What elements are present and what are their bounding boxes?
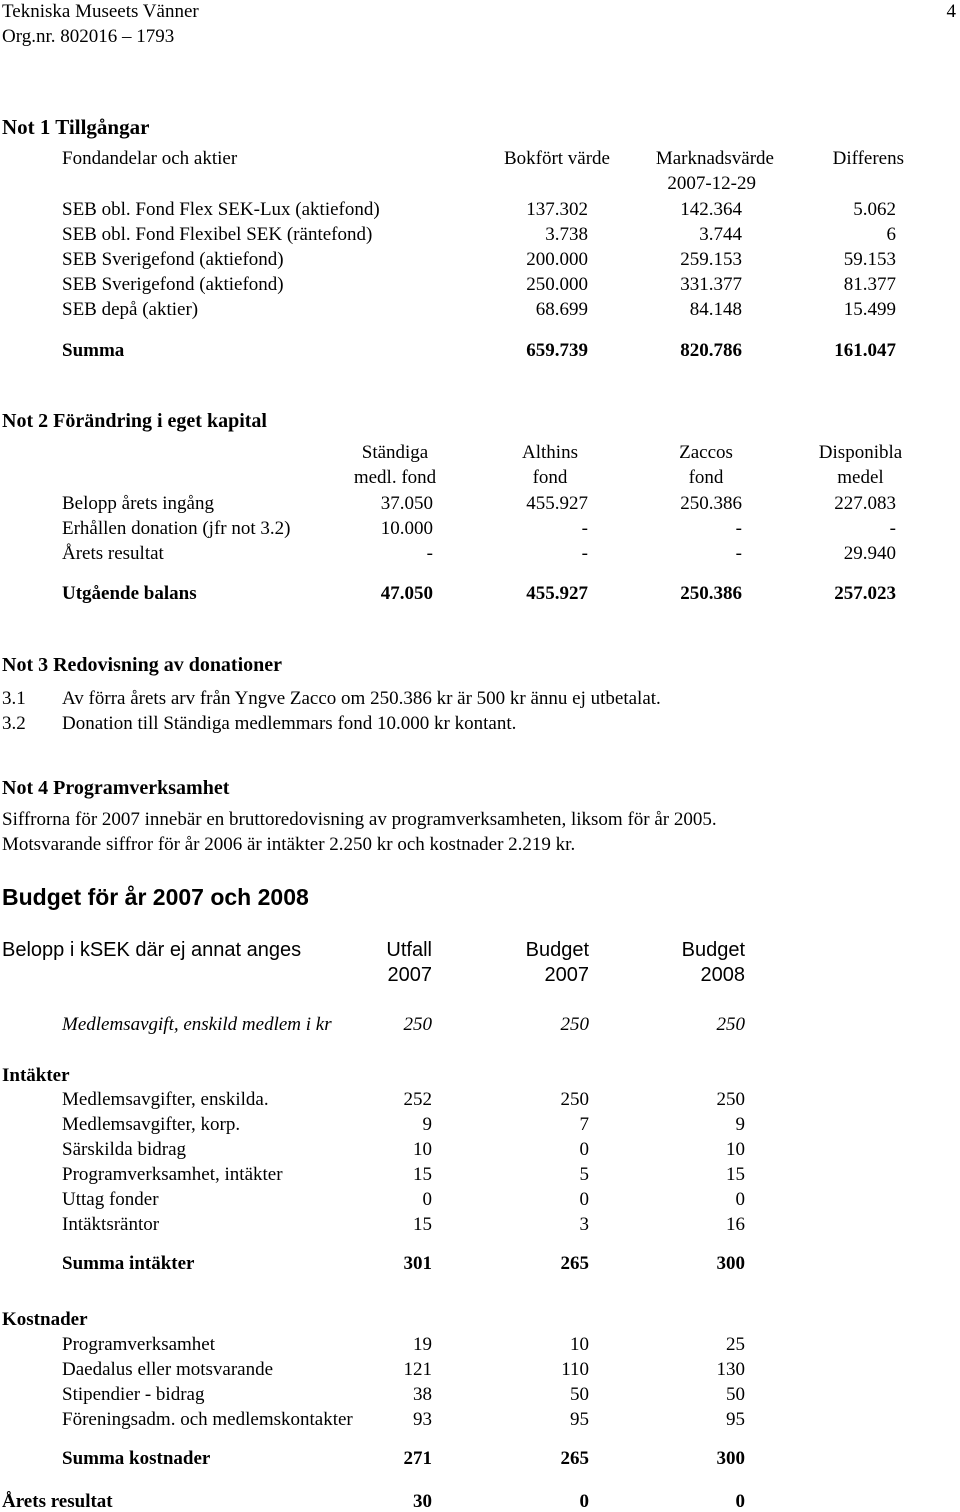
- not2-cell: 29.940: [843, 543, 896, 564]
- not1-row-diff: 81.377: [843, 274, 896, 295]
- org-name: Tekniska Museets Vänner: [2, 1, 199, 22]
- not3-item-number: 3.1: [2, 688, 26, 709]
- budget-cell: 250: [716, 1014, 745, 1035]
- budget-title: Budget för år 2007 och 2008: [2, 884, 309, 910]
- costs-sum-label: Summa kostnader: [62, 1448, 211, 1469]
- not2-row-label: Årets resultat: [62, 543, 164, 564]
- budget-cell: 10: [570, 1334, 589, 1355]
- result-label: Årets resultat: [2, 1491, 113, 1512]
- income-section-title: Intäkter: [2, 1065, 70, 1086]
- not1-row-label: SEB Sverigefond (aktiefond): [62, 249, 284, 270]
- not1-row-label: SEB depå (aktier): [62, 299, 199, 320]
- budget-cell: 0: [735, 1491, 745, 1512]
- budget-cell: 121: [403, 1359, 432, 1380]
- budget-cell: 50: [570, 1384, 589, 1405]
- budget-col-l1: Utfall: [386, 939, 432, 961]
- budget-cell: 252: [403, 1089, 432, 1110]
- not2-cell: 10.000: [380, 518, 433, 539]
- not1-sum-diff: 161.047: [834, 340, 896, 361]
- budget-row-label: Stipendier - bidrag: [62, 1384, 205, 1405]
- not2-col-l1: Disponibla: [818, 442, 903, 463]
- not2-cell: -: [735, 518, 742, 539]
- not3-item-text: Donation till Ständiga medlemmars fond 10.000 kr kontant.: [62, 713, 517, 734]
- not1-col-label: Fondandelar och aktier: [62, 148, 238, 169]
- not4-text-line: Siffrorna för 2007 innebär en bruttoredovisning av programverksamheten, liksom för år 2005.: [2, 809, 717, 830]
- not1-col-market: Marknadsvärde: [655, 148, 774, 169]
- budget-col-l2: 2007: [544, 964, 589, 986]
- not1-row-market: 331.377: [680, 274, 742, 295]
- not1-row-label: SEB obl. Fond Flexibel SEK (räntefond): [62, 224, 373, 245]
- budget-row-label: Programverksamhet: [62, 1334, 216, 1355]
- not2-cell: -: [581, 518, 588, 539]
- not1-row-book: 200.000: [526, 249, 588, 270]
- not1-row-book: 250.000: [526, 274, 588, 295]
- not1-row-book: 137.302: [526, 199, 588, 220]
- budget-cell: 19: [413, 1334, 432, 1355]
- not1-row-book: 68.699: [535, 299, 588, 320]
- not1-row-market: 84.148: [689, 299, 742, 320]
- not1-row-market: 142.364: [680, 199, 742, 220]
- not2-cell: -: [889, 518, 896, 539]
- budget-cell: 0: [579, 1491, 589, 1512]
- budget-cell: 130: [716, 1359, 745, 1380]
- not3-item-text: Av förra årets arv från Yngve Zacco om 250.386 kr är 500 kr ännu ej utbetalat.: [62, 688, 661, 709]
- budget-cell: 9: [735, 1114, 745, 1135]
- budget-cell: 0: [422, 1189, 432, 1210]
- budget-col-l2: 2007: [387, 964, 432, 986]
- budget-cell: 30: [413, 1491, 432, 1512]
- budget-cell: 50: [726, 1384, 745, 1405]
- budget-row-label: Daedalus eller motsvarande: [62, 1359, 274, 1380]
- budget-cell: 250: [560, 1089, 589, 1110]
- not2-sum-cell: 250.386: [680, 583, 742, 604]
- budget-cell: 25: [726, 1334, 745, 1355]
- budget-cell: 15: [413, 1214, 432, 1235]
- not2-cell: -: [581, 543, 588, 564]
- not1-sum-label: Summa: [62, 340, 125, 361]
- not2-col-l2: fond: [532, 467, 568, 488]
- income-sum-label: Summa intäkter: [62, 1253, 195, 1274]
- not1-row-diff: 59.153: [843, 249, 896, 270]
- budget-col-l1: Budget: [681, 939, 745, 961]
- budget-cell: 10: [726, 1139, 745, 1160]
- budget-cell: 265: [560, 1253, 589, 1274]
- not2-col-l1: Zaccos: [679, 442, 733, 463]
- not1-col-diff: Differens: [832, 148, 904, 169]
- costs-section-title: Kostnader: [2, 1309, 88, 1330]
- not3-title: Not 3 Redovisning av donationer: [2, 654, 283, 676]
- budget-col-l2: 2008: [700, 964, 745, 986]
- budget-cell: 93: [413, 1409, 432, 1430]
- budget-cell: 265: [560, 1448, 589, 1469]
- not1-row-market: 259.153: [680, 249, 742, 270]
- budget-row-label: Särskilda bidrag: [62, 1139, 187, 1160]
- budget-row-label: Programverksamhet, intäkter: [62, 1164, 283, 1185]
- budget-cell: 301: [403, 1253, 432, 1274]
- budget-cell: 15: [726, 1164, 745, 1185]
- not1-row-book: 3.738: [545, 224, 588, 245]
- not2-col-l1: Ständiga: [361, 442, 429, 463]
- budget-cell: 10: [413, 1139, 432, 1160]
- not2-sum-cell: 257.023: [834, 583, 896, 604]
- budget-cell: 95: [726, 1409, 745, 1430]
- budget-cell: 300: [716, 1448, 745, 1469]
- not2-cell: 227.083: [834, 493, 896, 514]
- budget-cell: 95: [570, 1409, 589, 1430]
- not1-row-market: 3.744: [699, 224, 742, 245]
- budget-cell: 38: [413, 1384, 432, 1405]
- not2-sum-cell: 455.927: [526, 583, 588, 604]
- budget-row-label: Intäktsräntor: [62, 1214, 160, 1235]
- not1-sum-book: 659.739: [526, 340, 588, 361]
- not2-cell: 37.050: [380, 493, 433, 514]
- budget-cell: 3: [579, 1214, 589, 1235]
- not2-title: Not 2 Förändring i eget kapital: [2, 410, 267, 432]
- budget-cell: 250: [403, 1014, 432, 1035]
- budget-cell: 250: [560, 1014, 589, 1035]
- not2-col-l2: fond: [688, 467, 724, 488]
- not2-col-l2: medl. fond: [353, 467, 437, 488]
- budget-cell: 5: [579, 1164, 589, 1185]
- not1-title: Not 1 Tillgångar: [2, 115, 150, 139]
- budget-cell: 9: [422, 1114, 432, 1135]
- budget-cell: 250: [716, 1089, 745, 1110]
- budget-cell: 300: [716, 1253, 745, 1274]
- budget-fee-label: Medlemsavgift, enskild medlem i kr: [62, 1014, 332, 1035]
- budget-cell: 0: [579, 1189, 589, 1210]
- budget-col-l1: Budget: [525, 939, 589, 961]
- budget-cell: 271: [403, 1448, 432, 1469]
- not2-cell: 455.927: [526, 493, 588, 514]
- not2-row-label: Erhållen donation (jfr not 3.2): [62, 518, 291, 539]
- budget-cell: 15: [413, 1164, 432, 1185]
- budget-cell: 7: [579, 1114, 589, 1135]
- not1-row-diff: 6: [886, 224, 896, 245]
- not4-text-line: Motsvarande siffror för år 2006 är intäkter 2.250 kr och kostnader 2.219 kr.: [2, 834, 576, 855]
- not2-sum-label: Utgående balans: [62, 583, 197, 604]
- not1-row-diff: 5.062: [853, 199, 896, 220]
- budget-cell: 110: [561, 1359, 589, 1380]
- budget-row-label: Föreningsadm. och medlemskontakter: [62, 1409, 353, 1430]
- budget-cell: 0: [735, 1189, 745, 1210]
- budget-row-label: Medlemsavgifter, korp.: [62, 1114, 241, 1135]
- not1-col-market-date: 2007-12-29: [667, 173, 756, 194]
- not2-cell: 250.386: [680, 493, 742, 514]
- not1-row-diff: 15.499: [843, 299, 896, 320]
- budget-cell: 16: [726, 1214, 745, 1235]
- org-number: Org.nr. 802016 – 1793: [2, 26, 175, 47]
- not1-sum-market: 820.786: [680, 340, 742, 361]
- not2-cell: -: [426, 543, 433, 564]
- budget-cell: 0: [579, 1139, 589, 1160]
- budget-row-label: Uttag fonder: [62, 1189, 159, 1210]
- not4-title: Not 4 Programverksamhet: [2, 777, 230, 799]
- not2-sum-cell: 47.050: [380, 583, 433, 604]
- not2-col-l1: Althins: [522, 442, 578, 463]
- not1-row-label: SEB obl. Fond Flex SEK-Lux (aktiefond): [62, 199, 380, 220]
- budget-unit-label: Belopp i kSEK där ej annat anges: [2, 939, 302, 961]
- not1-row-label: SEB Sverigefond (aktiefond): [62, 274, 284, 295]
- not2-row-label: Belopp årets ingång: [62, 493, 214, 514]
- budget-row-label: Medlemsavgifter, enskilda.: [62, 1089, 269, 1110]
- not3-item-number: 3.2: [2, 713, 26, 734]
- not2-cell: -: [735, 543, 742, 564]
- not1-col-book: Bokfört värde: [503, 148, 610, 169]
- page-number: 4: [946, 1, 956, 22]
- not2-col-l2: medel: [837, 467, 884, 488]
